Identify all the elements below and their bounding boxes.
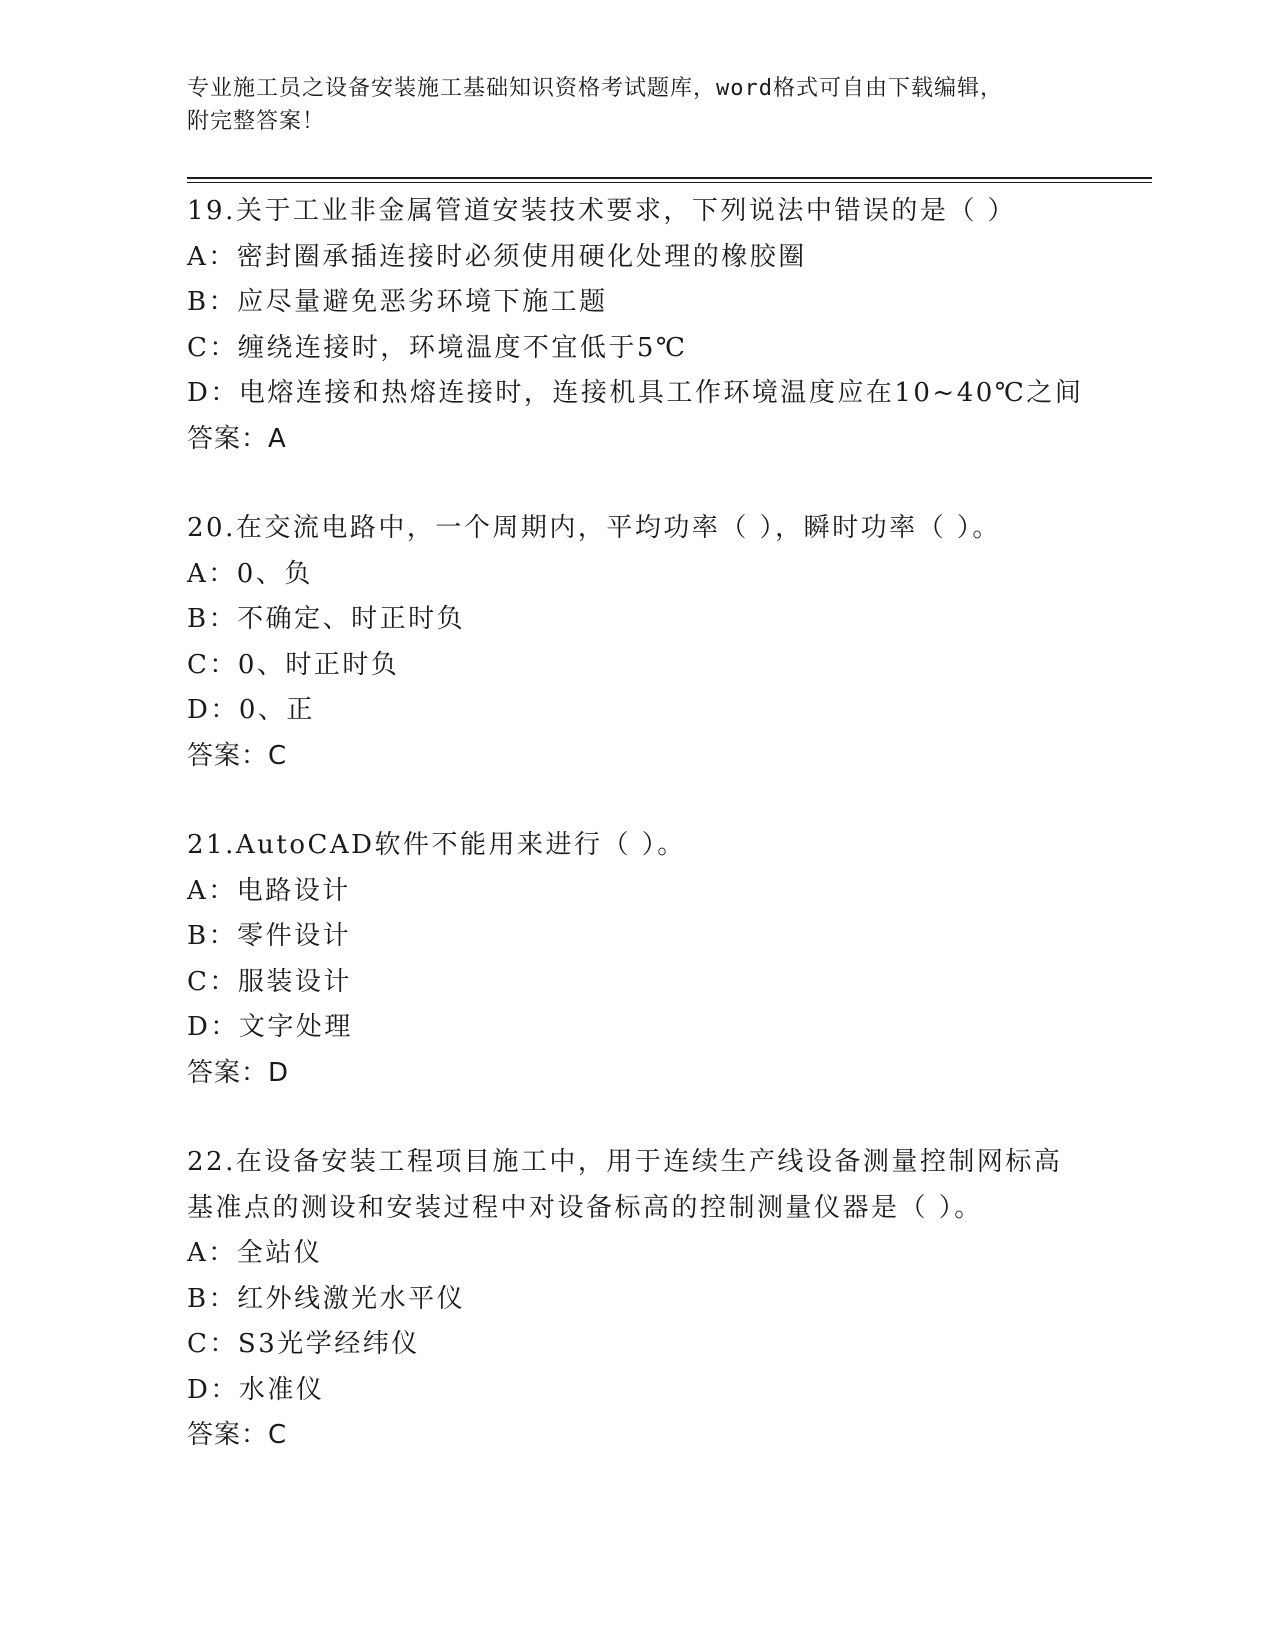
option-b: B：零件设计 [187, 921, 352, 951]
document-header [187, 72, 1087, 138]
option-a: A：全站仪 [187, 1238, 323, 1268]
header-divider-thick [187, 177, 1152, 179]
question-21 [187, 823, 1087, 1096]
question-list [187, 189, 1087, 1503]
option-d: D：文字处理 [187, 1012, 353, 1042]
question-stem: 19.关于工业非金属管道安装技术要求，下列说法中错误的是（ ） [187, 196, 1017, 226]
option-b: B：红外线激光水平仪 [187, 1283, 466, 1314]
option-b: B：应尽量避免恶劣环境下施工题 [187, 287, 608, 317]
header-line-2: 附完整答案！ [187, 109, 326, 134]
option-b: B：不确定、时正时负 [187, 604, 466, 634]
question-stem: 22.在设备安装工程项目施工中，用于连续生产线设备测量控制网标高基准点的测设和安装过程中对设备标高的控制测量仪器是（ ）。 [187, 1147, 1063, 1223]
header-divider-thin [187, 182, 1152, 183]
header-line-1: 专业施工员之设备安装施工基础知识资格考试题库，word格式可自由下载编辑， [187, 76, 1003, 101]
answer: 答案：A [187, 423, 287, 454]
option-d: D：0、正 [187, 695, 315, 725]
answer: 答案：C [187, 1420, 288, 1450]
option-c: C：服装设计 [187, 966, 352, 997]
question-19 [187, 189, 1087, 462]
option-d: D：电熔连接和热熔连接时，连接机具工作环境温度应在10~40℃之间 [187, 378, 1084, 408]
option-a: A：电路设计 [187, 875, 351, 906]
question-20 [187, 506, 1087, 779]
option-d: D：水准仪 [187, 1374, 325, 1405]
option-c: C：S3光学经纬仪 [187, 1329, 420, 1359]
option-c: C：0、时正时负 [187, 649, 400, 680]
question-stem: 20.在交流电路中，一个周期内，平均功率（ ），瞬时功率（ ）。 [187, 513, 1001, 543]
answer: 答案：C [187, 740, 288, 771]
answer: 答案：D [187, 1057, 290, 1088]
option-c: C：缠绕连接时，环境温度不宜低于5℃ [187, 332, 688, 363]
option-a: A：密封圈承插连接时必须使用硬化处理的橡胶圈 [187, 241, 807, 272]
option-a: A：0、负 [187, 558, 313, 589]
question-stem: 21.AutoCAD软件不能用来进行（ ）。 [187, 830, 686, 860]
question-22 [187, 1140, 1087, 1459]
